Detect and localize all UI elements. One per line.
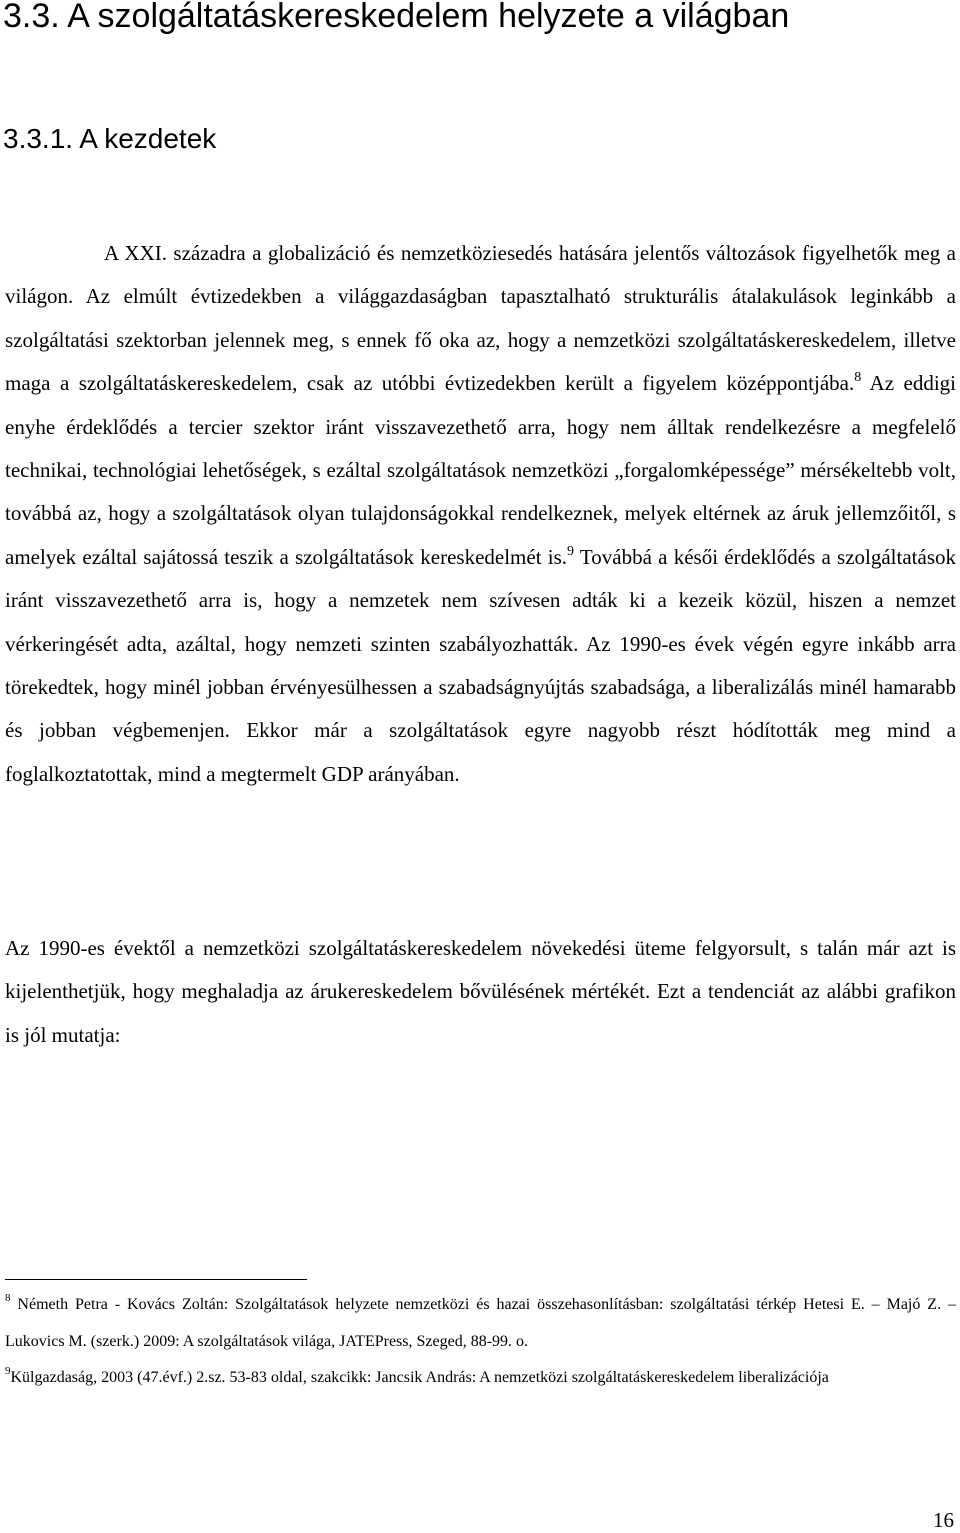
footnote-8	[5, 1287, 956, 1360]
paragraph-text: A XXI. századra a globalizáció és nemzetköziesedés hatására jelentős változások figyelhetők meg a világon. Az elmúlt évtizedekben a világgazdaságban tapasztalható strukturális átalakulások leginkább a szolgáltatási szektorban jelennek meg, s ennek fő oka az, hogy a nemzetközi szolgáltatáskereskedelem, illetve maga a szolgáltatáskereskedelem, csak az utóbbi évtizedekben került a figyelem középpontjába.	[5, 241, 956, 396]
paragraph-text: Az 1990-es évektől a nemzetközi szolgáltatáskereskedelem növekedési üteme felgyorsult, s talán már azt is kijelenthetjük, hogy meghaladja az árukereskedelem bővülésének mértékét. Ezt a tendenciát az alábbi grafikon is jól mutatja:	[5, 936, 956, 1047]
body-paragraph-1	[5, 232, 956, 796]
section-title: 3.3. A szolgáltatáskereskedelem helyzete a világban	[3, 0, 790, 35]
footnote-text: Külgazdaság, 2003 (47.évf.) 2.sz. 53-83 oldal, szakcikk: Jancsik András: A nemzetközi szolgáltatáskereskedelem liberalizációja	[10, 1369, 829, 1386]
paragraph-text: Továbbá a késői érdeklődés a szolgáltatások iránt visszavezethető arra is, hogy a nemzetek nem szívesen adták ki a kezeik közül, hiszen a nemzet vérkeringését adta, azáltal, hogy nemzeti szinten szabályozhatták. Az 1990-es évek végén egyre inkább arra törekedtek, hogy minél jobban érvényesülhessen a szabadságnyújtás szabadsága, a liberalizálás minél hamarabb és jobban végbemenjen. Ekkor már a szolgáltatások egyre nagyobb részt hódították meg mind a foglalkoztatottak, mind a megtermelt GDP arányában.	[5, 544, 956, 786]
subsection-title: 3.3.1. A kezdetek	[3, 123, 217, 154]
footnote-separator	[5, 1279, 307, 1280]
footnote-9	[5, 1360, 956, 1397]
page-number: 16	[933, 1508, 954, 1532]
footnote-number: 9	[5, 1365, 11, 1377]
body-paragraph-2	[5, 927, 956, 1057]
footnote-number: 8	[5, 1292, 11, 1304]
footnote-text: Németh Petra - Kovács Zoltán: Szolgáltatások helyzete nemzetközi és hazai összehasonlításban: szolgáltatási térkép Hetesi E. – Majó Z. – Lukovics M. (szerk.) 2009: A szolgáltatások világa, JATEPress, Szeged, 88-99. o.	[5, 1296, 956, 1350]
paragraph-text: Az eddigi enyhe érdeklődés a tercier szektor iránt visszavezethető arra, hogy nem álltak rendelkezésre a megfelelő technikai, technológiai lehetőségek, s ezáltal szolgáltatások nemzetközi „forgalomképessége” mérsékeltebb volt, továbbá az, hogy a szolgáltatások olyan tulajdonságokkal rendelkeznek, melyek eltérnek az áruk jellemzőitől, s amelyek ezáltal sajátossá teszik a szolgáltatások kereskedelmét is.	[5, 371, 956, 569]
footnotes	[5, 1287, 956, 1397]
footnote-reference-8: 8	[854, 370, 862, 386]
footnote-reference-9: 9	[567, 543, 575, 559]
